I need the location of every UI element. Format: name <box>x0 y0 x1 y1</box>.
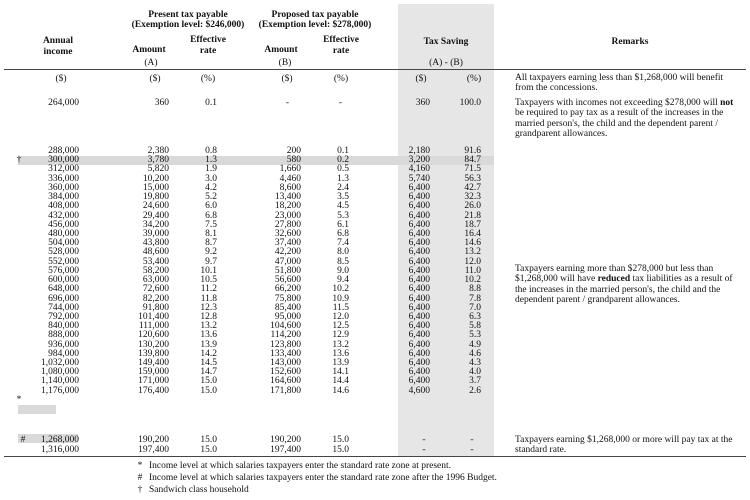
remark-standard-rate: Taxpayers earning $1,268,000 or more will pay tax at the standard rate. <box>515 435 733 456</box>
saving-amount-cell: - <box>422 445 426 455</box>
remark-text: tax liabilities as a result of the increases in the married person's, the child and the dependent parent / grandparent allowances. <box>515 274 733 306</box>
proposed-rate-cell: 15.0 <box>332 445 349 455</box>
unit-saving-pct: (%) <box>466 74 482 84</box>
unit-present-amount: ($) <box>149 74 161 84</box>
proposed-tax-header: Proposed tax payable <box>271 10 359 20</box>
header-rule <box>4 69 746 70</box>
saving-pct-cell: - <box>470 445 474 455</box>
income-column: 288,000 300,000 312,000 336,000 360,000 384,000 408,000 432,000 456,000 480,000 504,000 528,000 552,000 576,000 600,000 648,000 696,000 744,000 792,000 840,000 888,000 936,000 984,000 1,032,000 1,080,000 1,140,000 1,176,000 <box>41 146 79 396</box>
remark-text: be required to pay tax as a result of the increases in the married person's, the child and the dependent parent / grandparent allowances. <box>515 108 724 140</box>
remark-emphasis: reduced <box>597 274 631 285</box>
present-amount-cell: 190,200 <box>138 435 169 445</box>
tax-saving-header: Tax Saving <box>423 37 469 47</box>
current-standard-zone-highlight <box>18 405 56 414</box>
proposed-amount-cell: 190,200 <box>270 435 301 445</box>
remarks-header: Remarks <box>611 37 649 47</box>
footnote-current-standard-zone <box>131 460 451 472</box>
remark-reduced-tax <box>515 264 743 306</box>
present-amount-header: Amount <box>132 45 166 55</box>
saving-pct-cell: 100.0 <box>459 98 481 108</box>
unit-saving-amount: ($) <box>415 74 427 84</box>
proposed-amount-cell: - <box>285 98 290 108</box>
row-mark: # <box>20 435 26 445</box>
proposed-rate-column: 0.1 0.2 0.5 1.3 2.4 3.5 4.5 5.3 6.1 6.8 7.4 8.0 8.5 9.0 9.4 10.2 10.9 11.5 12.0 12.5 12.9 13.2 13.6 13.9 14.1 14.4 14.6 <box>332 146 349 396</box>
present-exemption-header: (Exemption level: $246,000) <box>131 20 245 30</box>
income-cell: 1,268,000 <box>41 435 79 445</box>
present-rate-cell: 0.1 <box>205 98 217 108</box>
footnote-symbol: # <box>137 473 143 483</box>
proposed-rate-header: Effective rate <box>323 35 359 56</box>
present-rate-cell: 15.0 <box>200 435 217 445</box>
bottom-rule <box>4 456 746 457</box>
unit-present-rate: (%) <box>200 74 216 84</box>
remark-all-benefit: All taxpayers earning less than $1,268,000 will benefit from the concessions. <box>515 73 724 94</box>
proposed-amount-column: 200 580 1,660 4,460 8,600 13,400 18,200 23,000 27,800 32,600 37,400 42,200 47,000 51,800 56,600 66,200 75,800 85,400 95,000 104,600 114,200 123,800 133,400 143,000 152,600 164,600 171,800 <box>270 146 301 396</box>
proposed-rate-cell: 15.0 <box>332 435 349 445</box>
saving-pct-column: 91.6 84.7 71.5 56.3 42.7 32.3 26.0 21.8 18.7 16.4 14.6 13.2 12.0 11.0 10.2 8.8 7.8 7.0 6.3 5.8 5.3 4.9 4.6 4.3 4.0 3.7 2.6 <box>464 146 481 396</box>
proposed-exemption-header: (Exemption level: $278,000) <box>258 20 372 30</box>
annual-income-header: Annual income <box>42 36 74 57</box>
footnote-new-standard-zone <box>131 472 497 484</box>
footnote-text: Income level at which salaries taxpayers enter the standard rate zone after the 1996 Budget. <box>149 473 497 483</box>
footnote-text: Income level at which salaries taxpayers enter the standard rate zone at present. <box>149 461 452 471</box>
proposed-amount-header: Amount <box>264 45 298 55</box>
remark-text: Taxpayers earning more than $278,000 but less than $1,268,000 will have <box>515 264 714 285</box>
proposed-rate-cell: - <box>338 98 343 108</box>
income-cell: 264,000 <box>48 98 79 108</box>
present-rate-column: 0.8 1.3 1.9 3.0 4.2 5.2 6.0 6.8 7.5 8.1 8.7 9.2 9.7 10.1 10.5 11.2 11.8 12.3 12.8 13.2 13.6 13.9 14.2 14.5 14.7 15.0 15.0 <box>200 146 217 396</box>
unit-proposed-rate: (%) <box>333 74 349 84</box>
saving-pct-cell: - <box>470 435 474 445</box>
proposed-amount-cell: 197,400 <box>270 445 301 455</box>
unit-proposed-amount: ($) <box>281 74 293 84</box>
unit-income: ($) <box>55 74 67 84</box>
present-rate-header: Effective rate <box>190 35 226 56</box>
row-mark-column: † * <box>16 155 22 405</box>
footnote-sandwich-class <box>131 484 249 496</box>
remark-no-tax <box>515 98 743 140</box>
present-amount-column: 2,380 3,780 5,820 10,200 15,000 19,800 24,600 29,400 34,200 39,000 43,800 48,600 53,400 58,200 63,000 72,600 82,200 91,800 101,400 111,000 120,600 130,200 139,800 149,400 159,000 171,000 176,400 <box>138 146 169 396</box>
saving-amount-cell: - <box>422 435 426 445</box>
income-cell: 1,316,000 <box>41 445 79 455</box>
footnote-text: Sandwich class household <box>149 485 249 495</box>
proposed-letter-b: (B) <box>278 58 292 68</box>
footnote-symbol: † <box>137 485 143 495</box>
tax-saving-formula: (A) - (B) <box>429 58 463 68</box>
footnote-symbol: * <box>137 461 143 471</box>
saving-amount-cell: 360 <box>415 98 430 108</box>
remark-text: Taxpayers with incomes not exceeding $278,000 will <box>515 98 721 108</box>
present-rate-cell: 15.0 <box>200 445 217 455</box>
present-letter-a: (A) <box>144 58 158 68</box>
present-tax-header: Present tax payable <box>148 10 228 20</box>
saving-amount-column: 2,180 3,200 4,160 5,740 6,400 6,400 6,400 6,400 6,400 6,400 6,400 6,400 6,400 6,400 6,400 6,400 6,400 6,400 6,400 6,400 6,400 6,400 6,400 6,400 6,400 6,400 4,600 <box>408 146 430 396</box>
present-amount-cell: 360 <box>154 98 169 108</box>
remark-emphasis: not <box>720 98 734 108</box>
present-amount-cell: 197,400 <box>138 445 169 455</box>
